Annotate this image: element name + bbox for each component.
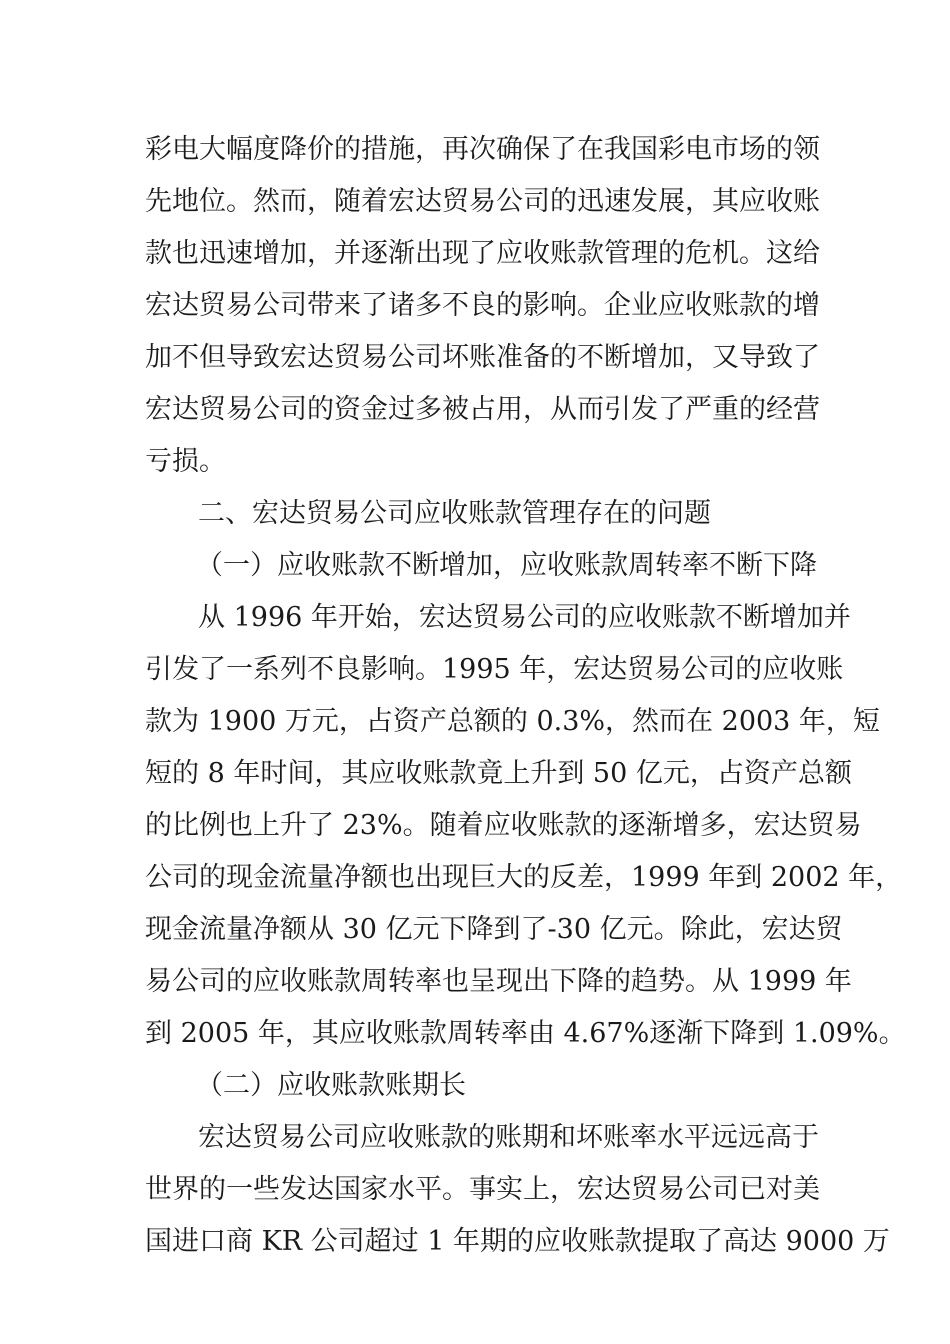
text-line: 款为 1900 万元，占资产总额的 0.3%，然而在 2003 年，短 (145, 706, 880, 737)
text-line: 世界的一些发达国家水平。事实上，宏达贸易公司已对美 (145, 1174, 820, 1205)
text-line: 短的 8 年时间，其应收账款竟上升到 50 亿元，占资产总额 (145, 758, 852, 789)
subsection-heading: （二）应收账款账期长 (196, 1070, 466, 1101)
text-line: 宏达贸易公司应收账款的账期和坏账率水平远远高于 (198, 1122, 819, 1153)
text-line: 国进口商 KR 公司超过 1 年期的应收账款提取了高达 9000 万 (145, 1226, 890, 1257)
text-line: 公司的现金流量净额也出现巨大的反差，1999 年到 2002 年， (145, 862, 903, 893)
text-line: 易公司的应收账款周转率也呈现出下降的趋势。从 1999 年 (145, 966, 852, 997)
text-line: 彩电大幅度降价的措施，再次确保了在我国彩电市场的领 (145, 134, 820, 165)
text-line: 从 1996 年开始，宏达贸易公司的应收账款不断增加并 (198, 602, 851, 633)
text-line: 宏达贸易公司的资金过多被占用，从而引发了严重的经营 (145, 394, 820, 425)
text-line: 引发了一系列不良影响。1995 年，宏达贸易公司的应收账 (145, 654, 844, 685)
text-line: 宏达贸易公司带来了诸多不良的影响。企业应收账款的增 (145, 290, 820, 321)
text-line: 的比例也上升了 23%。随着应收账款的逐渐增多，宏达贸易 (145, 810, 862, 841)
text-line: 加不但导致宏达贸易公司坏账准备的不断增加，又导致了 (145, 342, 820, 373)
text-line: 款也迅速增加，并逐渐出现了应收账款管理的危机。这给 (145, 238, 820, 269)
text-line: 先地位。然而，随着宏达贸易公司的迅速发展，其应收账 (145, 186, 820, 217)
text-line: 现金流量净额从 30 亿元下降到了-30 亿元。除此，宏达贸 (145, 914, 843, 945)
text-line: 亏损。 (145, 446, 226, 477)
section-heading: 二、宏达贸易公司应收账款管理存在的问题 (198, 498, 711, 529)
text-line: 到 2005 年，其应收账款周转率由 4.67%逐渐下降到 1.09%。 (145, 1018, 906, 1049)
subsection-heading: （一）应收账款不断增加，应收账款周转率不断下降 (196, 550, 817, 581)
